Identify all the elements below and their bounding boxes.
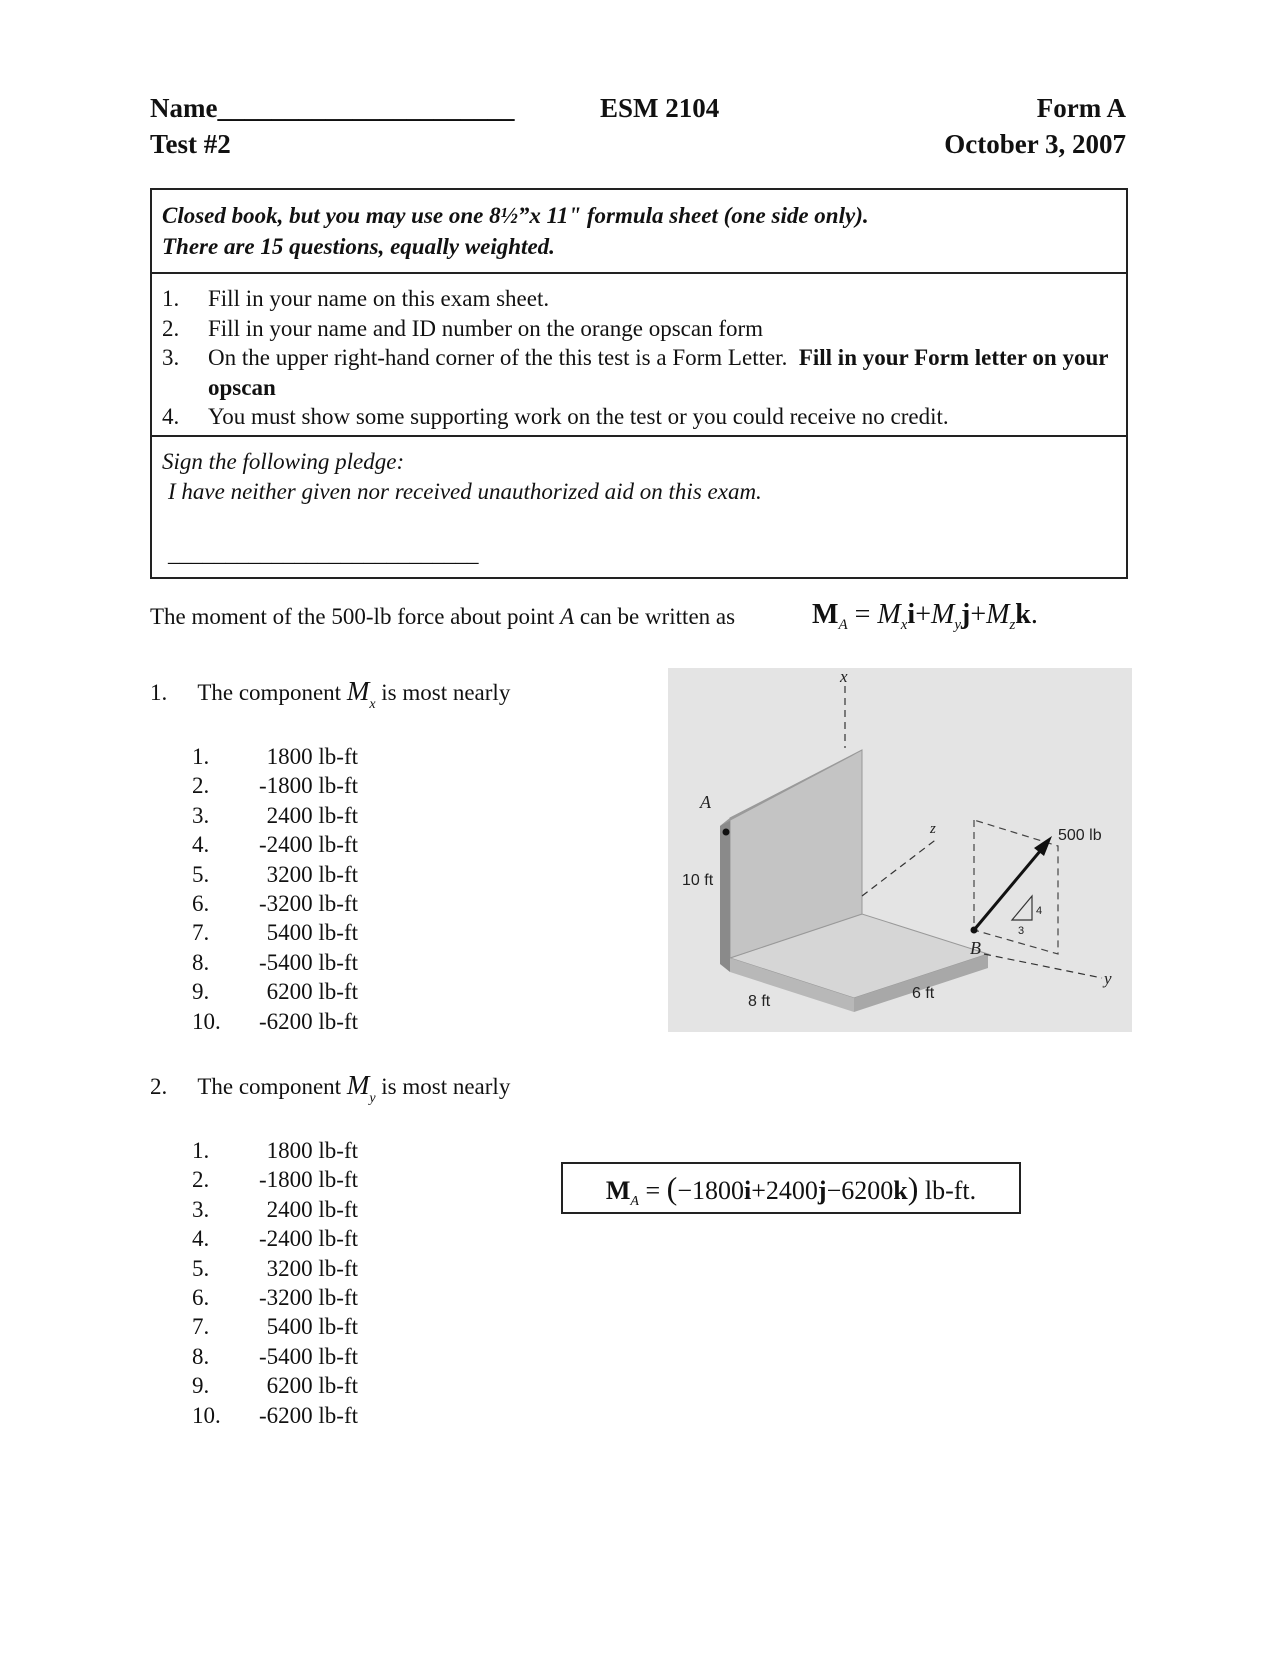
option-number: 2. bbox=[192, 773, 210, 799]
question-prefix: The component bbox=[197, 680, 342, 705]
intro-text-after: can be written as bbox=[579, 604, 736, 629]
moment-equation bbox=[812, 598, 1038, 642]
option-value: 1800 lb-ft bbox=[266, 744, 358, 769]
question-2 bbox=[150, 1070, 510, 1114]
x-axis-label: x bbox=[840, 668, 848, 686]
option-number: 1. bbox=[192, 1138, 210, 1163]
eq-term-y-sub: y bbox=[954, 617, 961, 633]
slope-rise-label: 4 bbox=[1036, 905, 1043, 917]
option-value: 2400 lb-ft bbox=[266, 1196, 358, 1222]
ans-lhs: M bbox=[605, 1176, 631, 1205]
test-number: Test #2 bbox=[150, 129, 231, 159]
eq-unit-j: j bbox=[960, 599, 971, 630]
answer-option[interactable] bbox=[192, 801, 358, 830]
eq-term-y: M bbox=[930, 599, 955, 630]
step-number: 4. bbox=[162, 404, 180, 429]
answer-option[interactable] bbox=[192, 1165, 358, 1194]
eq-unit-i: i bbox=[907, 599, 916, 630]
question-suffix: is most nearly bbox=[381, 680, 511, 705]
answer-option[interactable] bbox=[192, 860, 358, 889]
height-dimension-label: 10 ft bbox=[682, 872, 714, 889]
option-value: -3200 lb-ft bbox=[258, 1285, 358, 1311]
exam-date: October 3, 2007 bbox=[944, 129, 1126, 159]
course-code: ESM 2104 bbox=[600, 93, 720, 123]
answer-option[interactable] bbox=[192, 1254, 358, 1283]
point-a-label: A bbox=[700, 792, 711, 812]
ans-units: lb-ft. bbox=[924, 1176, 977, 1205]
force-label: 500 lb bbox=[1058, 827, 1102, 844]
option-value: 2400 lb-ft bbox=[266, 802, 358, 828]
step-text-group bbox=[208, 343, 1116, 402]
answer-option[interactable] bbox=[192, 771, 358, 800]
question-symbol: M bbox=[346, 1070, 370, 1100]
answer-box bbox=[561, 1162, 1021, 1214]
option-value: -5400 lb-ft bbox=[258, 949, 358, 975]
answer-option[interactable] bbox=[192, 889, 358, 918]
slope-run-label: 3 bbox=[1018, 925, 1025, 937]
question-symbol-sub: y bbox=[369, 1091, 376, 1106]
intro-text-before: The moment of the 500-lb force about point bbox=[150, 604, 555, 629]
eq-plus: + bbox=[915, 599, 931, 630]
option-number: 6. bbox=[192, 1285, 210, 1311]
answer-option[interactable] bbox=[192, 1283, 358, 1312]
eq-term-x-sub: x bbox=[900, 617, 908, 633]
question-symbol-sub: x bbox=[369, 697, 376, 712]
option-number: 9. bbox=[192, 1373, 210, 1399]
option-value: -6200 lb-ft bbox=[258, 1402, 358, 1428]
step-text: Fill in your name on this exam sheet. bbox=[208, 286, 550, 311]
step-text: On the upper right-hand corner of the this test is a Form Letter. bbox=[208, 345, 788, 370]
instruction-step bbox=[162, 314, 1116, 344]
wall-edge bbox=[720, 818, 730, 972]
option-value: -3200 lb-ft bbox=[258, 891, 358, 917]
question-symbol: M bbox=[346, 676, 370, 706]
eq-term-z-sub: z bbox=[1009, 617, 1016, 633]
answer-option[interactable] bbox=[192, 977, 358, 1006]
option-value: -6200 lb-ft bbox=[258, 1008, 358, 1034]
exam-rules bbox=[152, 190, 1126, 274]
header-right bbox=[944, 90, 1126, 162]
ans-equals: = bbox=[645, 1176, 661, 1205]
answer-option[interactable] bbox=[192, 1007, 358, 1036]
answer-option[interactable] bbox=[192, 1342, 358, 1371]
option-value: -1800 lb-ft bbox=[258, 1167, 358, 1193]
rule-line: Closed book, but you may use one 8½”x 11" formula sheet (one side only). bbox=[162, 203, 869, 228]
instructions-box bbox=[150, 188, 1128, 579]
point-a-marker bbox=[723, 829, 730, 836]
option-value: 3200 lb-ft bbox=[266, 861, 358, 887]
problem-statement bbox=[150, 602, 735, 632]
question-prefix: The component bbox=[197, 1074, 342, 1099]
ans-unit-j: j bbox=[817, 1176, 827, 1205]
question-2-options bbox=[192, 1136, 358, 1430]
question-number: 1. bbox=[150, 680, 168, 705]
eq-equals: = bbox=[854, 599, 871, 630]
step-text: You must show some supporting work on the test or you could receive no credit. bbox=[208, 404, 949, 429]
pledge-title: Sign the following pledge: bbox=[162, 448, 405, 474]
intro-point: A bbox=[560, 604, 575, 629]
eq-unit-k: k bbox=[1015, 599, 1031, 630]
signature-line[interactable]: ___________________________ bbox=[168, 540, 479, 566]
option-number: 3. bbox=[192, 1196, 210, 1222]
z-axis-label: z bbox=[930, 821, 936, 837]
question-1 bbox=[150, 676, 510, 720]
width-dimension-label: 8 ft bbox=[748, 993, 771, 1010]
form-letter: Form A bbox=[1036, 93, 1126, 123]
eq-period: . bbox=[1030, 599, 1038, 630]
point-b-label: B bbox=[970, 938, 981, 958]
ans-close-paren: ) bbox=[907, 1170, 919, 1206]
name-field-label: Name______________________ bbox=[150, 93, 515, 123]
option-value: -5400 lb-ft bbox=[258, 1343, 358, 1369]
option-number: 7. bbox=[192, 1314, 210, 1340]
ans-op-2: − bbox=[826, 1176, 842, 1205]
ans-op-1: + bbox=[751, 1176, 766, 1205]
option-number: 5. bbox=[192, 1255, 210, 1281]
option-value: 5400 lb-ft bbox=[266, 920, 358, 946]
answer-option[interactable] bbox=[192, 1195, 358, 1224]
option-value: 6200 lb-ft bbox=[266, 1373, 358, 1399]
pledge-text: I have neither given nor received unauthorized aid on this exam. bbox=[168, 478, 762, 504]
instruction-step bbox=[162, 402, 1116, 432]
statics-figure bbox=[668, 668, 1132, 1032]
point-b-marker bbox=[971, 927, 978, 934]
eq-term-x: M bbox=[877, 599, 901, 630]
answer-option[interactable] bbox=[192, 948, 358, 977]
answer-option[interactable] bbox=[192, 742, 358, 771]
question-1-options bbox=[192, 742, 358, 1036]
header-left bbox=[150, 90, 514, 162]
y-axis-label: y bbox=[1104, 969, 1112, 988]
answer-option[interactable] bbox=[192, 1136, 358, 1165]
option-number: 6. bbox=[192, 891, 210, 917]
answer-option[interactable] bbox=[192, 1371, 358, 1400]
depth-dimension-label: 6 ft bbox=[912, 985, 935, 1002]
ans-coef-1: −1800 bbox=[677, 1176, 744, 1205]
step-text: Fill in your name and ID number on the orange opscan form bbox=[208, 315, 764, 341]
question-suffix: is most nearly bbox=[381, 1074, 511, 1099]
option-number: 9. bbox=[192, 979, 210, 1005]
answer-option[interactable] bbox=[192, 1312, 358, 1341]
option-value: -1800 lb-ft bbox=[258, 773, 358, 799]
option-value: -2400 lb-ft bbox=[258, 1226, 358, 1252]
answer-option[interactable] bbox=[192, 1224, 358, 1253]
instruction-step bbox=[162, 284, 1116, 314]
option-value: 1800 lb-ft bbox=[266, 1138, 358, 1163]
option-value: 3200 lb-ft bbox=[266, 1255, 358, 1281]
ans-unit-k: k bbox=[893, 1176, 908, 1205]
option-number: 5. bbox=[192, 861, 210, 887]
option-value: 6200 lb-ft bbox=[266, 979, 358, 1005]
instruction-steps bbox=[152, 274, 1126, 437]
eq-term-z: M bbox=[986, 599, 1010, 630]
option-number: 2. bbox=[192, 1167, 210, 1193]
rule-line: There are 15 questions, equally weighted. bbox=[162, 234, 555, 259]
option-number: 4. bbox=[192, 1226, 210, 1252]
ans-unit-i: i bbox=[743, 1176, 752, 1205]
ans-lhs-sub: A bbox=[630, 1194, 639, 1209]
option-number: 10. bbox=[192, 1008, 221, 1034]
answer-option[interactable] bbox=[192, 830, 358, 859]
option-number: 10. bbox=[192, 1402, 221, 1428]
option-number: 3. bbox=[192, 802, 210, 828]
option-number: 1. bbox=[192, 744, 210, 769]
instruction-step bbox=[162, 343, 1116, 402]
step-number: 2. bbox=[162, 315, 180, 341]
ans-open-paren: ( bbox=[666, 1170, 678, 1206]
answer-option[interactable] bbox=[192, 918, 358, 947]
eq-plus: + bbox=[970, 599, 987, 630]
ans-coef-2: 2400 bbox=[765, 1176, 818, 1205]
answer-option[interactable] bbox=[192, 1401, 358, 1430]
option-number: 8. bbox=[192, 949, 210, 975]
option-value: -2400 lb-ft bbox=[258, 832, 358, 858]
option-value: 5400 lb-ft bbox=[266, 1314, 358, 1340]
step-number: 3. bbox=[162, 345, 180, 370]
question-number: 2. bbox=[150, 1074, 168, 1099]
step-bold-text: Fill in your Form letter on your opscan bbox=[208, 345, 1109, 400]
option-number: 7. bbox=[192, 920, 210, 946]
eq-lhs: M bbox=[812, 599, 839, 630]
step-number: 1. bbox=[162, 286, 180, 311]
option-number: 8. bbox=[192, 1343, 210, 1369]
ans-coef-3: 6200 bbox=[841, 1176, 894, 1205]
eq-lhs-sub: A bbox=[838, 617, 848, 633]
option-number: 4. bbox=[192, 832, 210, 858]
pledge-section bbox=[152, 437, 1126, 577]
